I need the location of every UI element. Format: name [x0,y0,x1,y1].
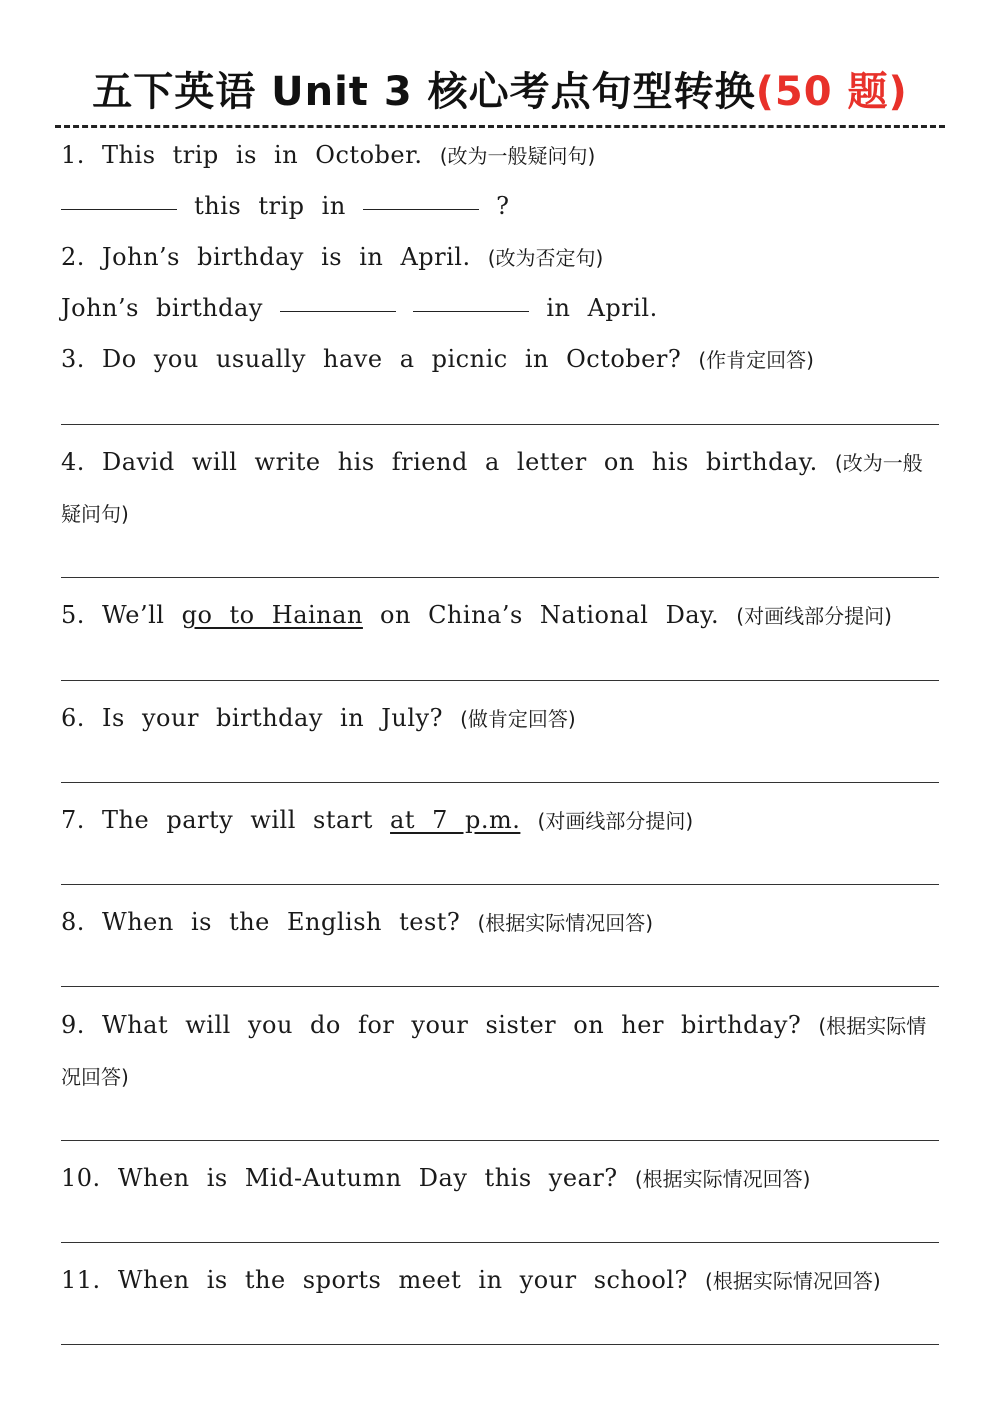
question-text: When is the sports meet in your school? [117,1266,688,1294]
answer-blank[interactable] [280,310,396,312]
question-text: What will you do for your sister on her birthday? [102,1011,802,1039]
answer-rule-9[interactable] [61,1140,939,1141]
question-text: David will write his friend a letter on his birthday. [102,448,818,476]
answer-fixed-text: in April. [546,294,658,322]
question-instruction: 疑问句) [61,502,129,526]
question-9 [61,1005,926,1045]
question-2 [61,237,603,277]
question-number: 9. [61,1011,85,1039]
answer-rule-6[interactable] [61,782,939,783]
question-number: 4. [61,448,85,476]
question-instruction: (做肯定回答) [460,707,576,731]
answer-line-1 [61,186,509,226]
question-5 [61,595,892,635]
question-instruction: (改为否定句) [487,246,604,270]
question-4-continued [61,493,129,533]
answer-rule-5[interactable] [61,680,939,681]
question-4 [61,442,923,482]
question-7 [61,800,693,840]
question-text: The party will start [102,806,373,834]
question-text: We’ll [102,601,165,629]
underlined-phrase: at 7 p.m. [390,806,521,834]
question-instruction: (作肯定回答) [698,348,814,372]
page-title [0,62,1000,122]
question-11 [61,1260,881,1300]
question-text: When is Mid-Autumn Day this year? [117,1164,618,1192]
answer-fixed-text: John’s birthday [61,294,263,322]
question-1 [61,135,595,175]
title-main: 五下英语 Unit 3 核心考点句型转换 [92,69,756,115]
question-text: Do you usually have a picnic in October? [102,345,682,373]
question-9-continued [61,1056,129,1096]
answer-blank[interactable] [363,208,479,210]
question-instruction: (根据实际情况回答) [477,911,654,935]
question-8 [61,902,653,942]
question-instruction: (对画线部分提问) [537,809,694,833]
question-instruction: (改为一般疑问句) [439,144,596,168]
question-instruction: (改为一般 [834,451,923,475]
answer-rule-4[interactable] [61,577,939,578]
answer-rule-7[interactable] [61,884,939,885]
question-number: 8. [61,908,85,936]
answer-blank[interactable] [413,310,529,312]
question-number: 11. [61,1266,101,1294]
question-number: 10. [61,1164,101,1192]
title-dashed-divider [55,125,945,128]
question-number: 3. [61,345,85,373]
question-text: Is your birthday in July? [102,704,443,732]
underlined-phrase: go to Hainan [181,601,363,629]
answer-line-2 [61,288,658,328]
answer-fixed-text: this trip in [194,192,346,220]
question-instruction: 况回答) [61,1065,129,1089]
answer-blank[interactable] [61,208,177,210]
answer-fixed-text: ? [496,192,510,220]
title-accent: (50 题) [755,69,908,115]
question-text: When is the English test? [102,908,461,936]
question-instruction: (根据实际情况回答) [634,1167,811,1191]
answer-rule-3[interactable] [61,424,939,425]
question-3 [61,339,814,379]
question-instruction: (根据实际情 [818,1014,927,1038]
question-6 [61,698,576,738]
question-number: 2. [61,243,85,271]
question-number: 7. [61,806,85,834]
question-text: This trip is in October. [102,141,423,169]
answer-rule-10[interactable] [61,1242,939,1243]
question-10 [61,1158,810,1198]
question-text: John’s birthday is in April. [102,243,471,271]
question-text: on China’s National Day. [380,601,720,629]
question-number: 6. [61,704,85,732]
answer-rule-11[interactable] [61,1344,939,1345]
question-number: 5. [61,601,85,629]
question-number: 1. [61,141,85,169]
question-instruction: (对画线部分提问) [736,604,892,628]
question-instruction: (根据实际情况回答) [705,1269,881,1293]
answer-rule-8[interactable] [61,986,939,987]
